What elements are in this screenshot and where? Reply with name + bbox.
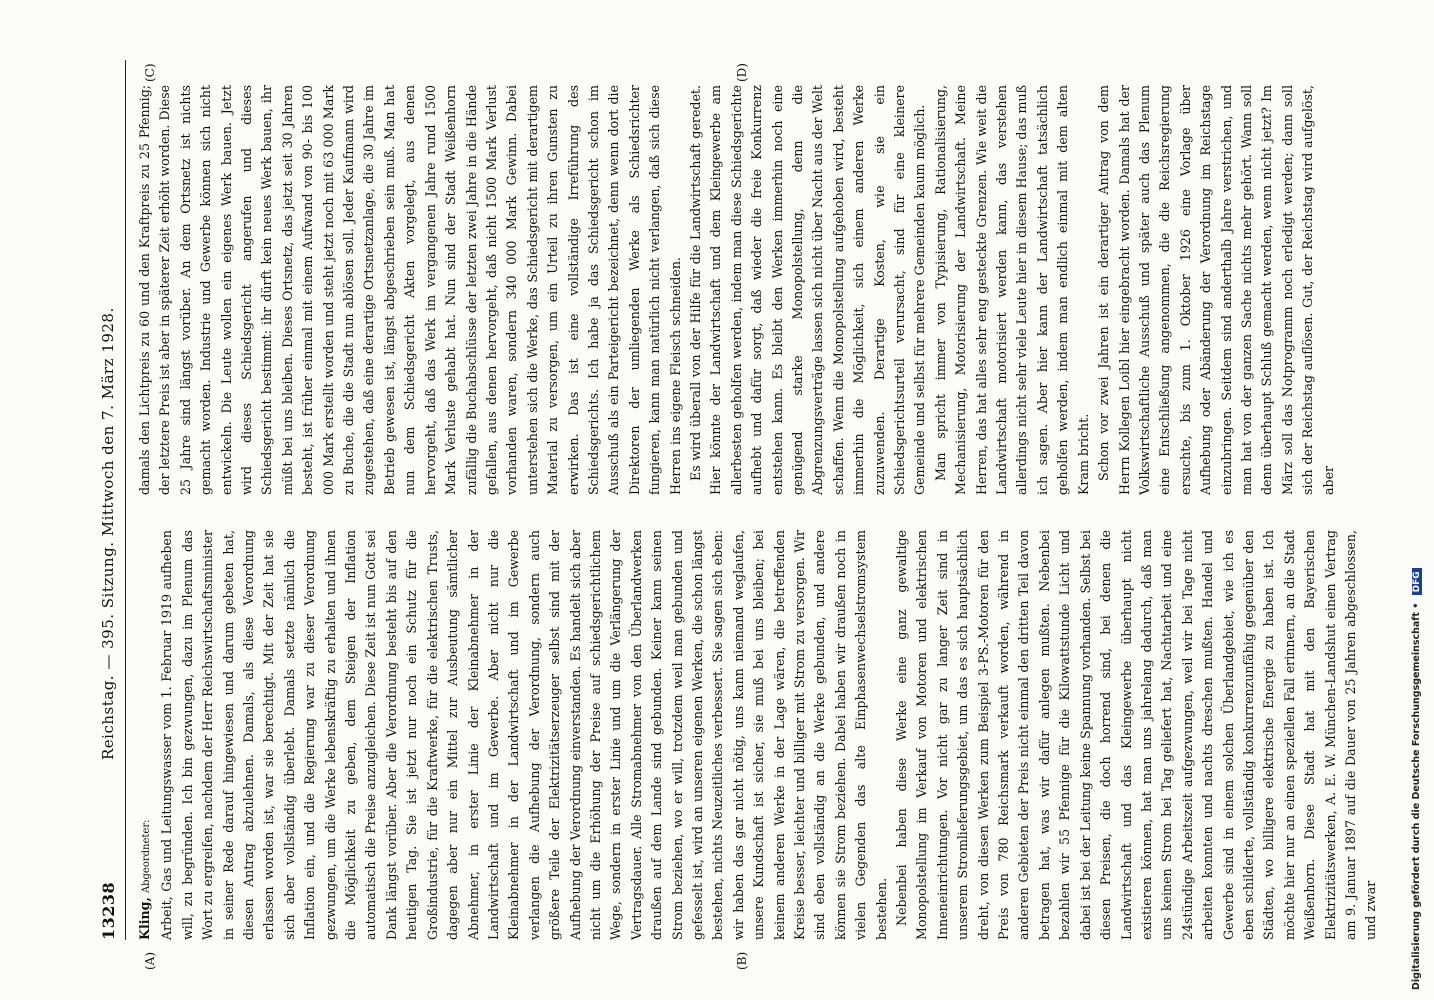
margin-letter-d: (D) <box>735 63 749 82</box>
margin-letter-a: (A) <box>143 951 157 970</box>
paragraph: damals den Lichtpreis zu 60 und den Kraftpreis zu 25 Pfennig; der letztere Preis ist aber in späterer Zeit erhöht worden. Diese 25 Jahre sind längst vorüber. An dem Ortsnetz ist nichts gemacht worden. Industrie und Gewerbe können sich nicht entwickeln. Die Leute wollen ein eigenes Werk bauen. Jetzt wird dieses Schiedsgericht angerufen und dieses Schiedsgericht bestimmt: ihr dürft kein neues Werk bauen, ihr müßt bei uns bleiben. Dieses Ortsnetz, das jetzt seit 30 Jahren besteht, ist früher einmal mit einem Aufwand von 90- bis 100 000 Mark erstellt worden und steht jetzt noch mit 63 000 Mark zu Buche, die die Stadt nun ablösen soll. Jeder Kaufmann wird zugestehen, daß eine derartige Ortsnetzanlage, die 30 Jahre im Betrieb gewesen ist, längst abgeschrieben sein muß. Man hat nun dem Schiedsgericht Akten vorgelegt, aus denen hervorgeht, daß das Werk im vergangenen Jahre rund 1500 Mark Verluste gehabt hat. Nun sind der Stadt Weißenhorn zufällig die Buchabschlüsse der letzten zwei Jahre in die Hände gefallen, aus denen hervorgeht, daß nicht 1500 Mark Verlust vorhanden waren, sondern 340 000 Mark Gewinn. Dabei unterstehen sich die Werke, das Schiedsgericht mit derartigem Material zu versorgen, um ein Urteil zu ihren Gunsten zu erwirken. Das ist eine vollständige Irreführung des Schiedsgerichts. Ich habe ja das Schiedsgericht schon im Ausschuß als ein Parteigericht bezeichnet, denn wenn dort die Direktoren der umliegenden Werke als Schiedsrichter fungieren, kann man natürlich nicht verlangen, daß sich diese Herren ins eigene Fleisch schneiden. <box>137 85 683 495</box>
dfg-logo-badge: DFG <box>1412 568 1422 595</box>
left-column <box>135 530 1379 940</box>
digitization-credit <box>1411 10 1431 990</box>
page-header <box>95 60 125 940</box>
margin-letter-c: (C) <box>143 63 157 82</box>
speaker-role: Abgeordneter: <box>141 819 152 894</box>
speaker-line <box>135 530 157 940</box>
paragraph: Man spricht immer von Typisierung, Rationalisierung, Mechanisierung, Motorisierung der Landwirtschaft. Meine Herren, das hat alles sehr eng gesteckte Grenzen. Wie weit die Landwirtschaft motorisiert werden kann, das verstehen allerdings nicht sehr viele Leute hier in diesem Hause; das muß ich sagen. Aber hier kann der Landwirtschaft tatsächlich geholfen werden, indem man endlich einmal mit dem alten Kram bricht. <box>932 85 1091 495</box>
right-column <box>135 85 1336 495</box>
rotated-page-content <box>95 60 1379 970</box>
paragraph: Nebenbei haben diese Werke eine ganz gewaltige Monopolstellung im Verkauf von Motoren und elektrischen Inneneinrichtungen. Vor nicht gar zu langer Zeit sind in unserem Stromlieferungsgebiet, um das es sich hauptsächlich dreht, von diesen Werken zum Beispiel 3-PS.-Motoren für den Preis von 780 Reichsmark verkauft worden, während in anderen Gebieten der Preis nicht einmal den dritten Teil davon betragen hat, was wir dafür anlegen mußten. Nebenbei bezahlen wir 55 Pfennige für die Kilowattstunde Licht und dabei ist bei der Leitung keine Spannung vorhanden. Selbst bei diesen Preisen, die doch horrend sind, bei denen die Landwirtschaft und das Kleingewerbe überhaupt nicht existieren können, hat man uns jahrelang dadurch, daß man uns keinen Strom bei Tag geliefert hat, Nachtarbeit und eine 24stündige Arbeitszeit aufgezwungen, weil wir bei Tage nicht arbeiten konnten und nachts dreschen mußten. Handel und Gewerbe sind in einem solchen Überlandgebiet, wie ich es eben schilderte, vollständig konkurrenzunfähig gegenüber den Städten, wo billigere elektrische Energie zu haben ist. Ich möchte hier nur an einen speziellen Fall erinnern, an die Stadt Weißenhorn. Diese Stadt hat mit den Bayerischen Elektrizitätswerken, A. E. W. München-Landshut einen Vertrag am 9. Januar 1897 auf die Dauer von 25 Jahren abgeschlossen, und zwar <box>894 530 1379 940</box>
header-rule <box>125 60 126 940</box>
paragraph: Es wird überall von der Hilfe für die Landwirtschaft geredet. Hier könnte der Landwirtschaft und dem Kleingewerbe am allerbesten geholfen werden, indem man diese Schiedsgerichte aufhebt und dafür sorgt, daß wieder die freie Konkurrenz entstehen kann. Es bleibt den Werken immerhin noch eine genügend starke Monopolstellung, denn die Abgrenzungsverträge lassen sich nicht über Nacht aus der Welt schaffen. Wenn die Monopolstellung aufgehoben wird, besteht immerhin die Möglichkeit, sich einem anderen Werke zuzuwenden. Derartige Kosten, wie sie ein Schiedsgerichtsurteil verursacht, sind für eine kleinere Gemeinde und selbst für mehrere Gemeinden kaum möglich. <box>687 85 928 495</box>
credit-text: Digitalisierung gefördert durch die Deutsche Forschungsgemeinschaft • <box>1411 602 1422 990</box>
paragraph: Arbeit, Gas und Leitungswasser vom 1. Februar 1919 aufheben will, zu begründen. Ich bin gezwungen, dazu im Plenum das Wort zu ergreifen, nachdem der Herr Reichswirtschaftsminister in seiner Rede darauf hingewiesen und darum gebeten hat, diesen Antrag abzulehnen. Damals, als diese Verordnung erlassen worden ist, war sie berechtigt. Mit der Zeit hat sie sich aber vollständig überlebt. Damals setzte nämlich die Inflation ein, und die Regierung war zu dieser Verordnung gezwungen, um die Werke lebenskräftig zu erhalten und ihnen die Möglichkeit zu geben, dem Steigen der Inflation automatisch die Preise anzugleichen. Diese Zeit ist nun Gott sei Dank längst vorüber. Aber die Verordnung besteht bis auf den heutigen Tag. Sie ist jetzt nur noch ein Schutz für die Großindustrie, für die Kraftwerke, für die elektrischen Trusts, dagegen aber nur ein Mittel zur Ausbeutung sämtlicher Abnehmer, in erster Linie der Kleinabnehmer in der Landwirtschaft und im Gewerbe. Aber nicht nur die Kleinabnehmer in der Landwirtschaft und im Gewerbe verlangen die Aufhebung der Verordnung, sondern auch größere Teile der Elektrizitätserzeuger selbst sind mit der Aufhebung der Verordnung einverstanden. Es handelt sich aber nicht um die Erhöhung der Preise auf schiedsgerichtlichem Wege, sondern in erster Linie und um die Verlängerung der Vertragsdauer. Alle Stromabnehmer von den Überlandwerken draußen auf dem Lande sind gebunden. Keiner kann seinen Strom beziehen, wo er will, trotzdem weil man gebunden und gefesselt ist, wird an unseren eigenen Werken, die schon längst bestehen, nichts Neuzeitliches verbessert. Sie sagen sich eben: wir haben das gar nicht nötig, uns kann niemand weglaufen, unsere Kundschaft ist sicher, sie muß bei uns bleiben; bei keinem anderen Werke in der Lage wären, die betreffenden Kreise besser, leichter und billiger mit Strom zu versorgen. Wir sind eben vollständig an die Werke gebunden, und andere können sie Strom beziehen. Dabei haben wir draußen noch in vielen Gegenden das alte Einphasenwechselstromsystem bestehen. <box>159 530 889 940</box>
paragraph: Schon vor zwei Jahren ist ein derartiger Antrag von dem Herrn Kollegen Loibl hier eingebracht worden. Damals hat der Volkswirtschaftliche Ausschuß und später auch das Plenum eine Entschließung angenommen, die die Reichsregierung ersuchte, bis zum 1. Oktober 1926 eine Vorlage über Aufhebung oder Abänderung der Verordnung im Reichstage einzubringen. Seitdem sind anderthalb Jahre verstrichen, und man hat von der ganzen Sache nichts mehr gehört. Wann soll denn überhaupt Schluß gemacht werden, wenn nicht jetzt? Im März soll das Notprogramm noch erledigt werden; dann soll sich der Reichstag auflösen. Gut, der Reichstag wird aufgelöst, aber <box>1096 85 1336 495</box>
page-number: 13238 <box>99 881 118 940</box>
running-title: Reichstag. — 395. Sitzung. Mittwoch den 7. März 1928. <box>99 307 117 760</box>
margin-letter-b: (B) <box>735 951 749 970</box>
speaker-name: Kling, <box>137 897 152 940</box>
